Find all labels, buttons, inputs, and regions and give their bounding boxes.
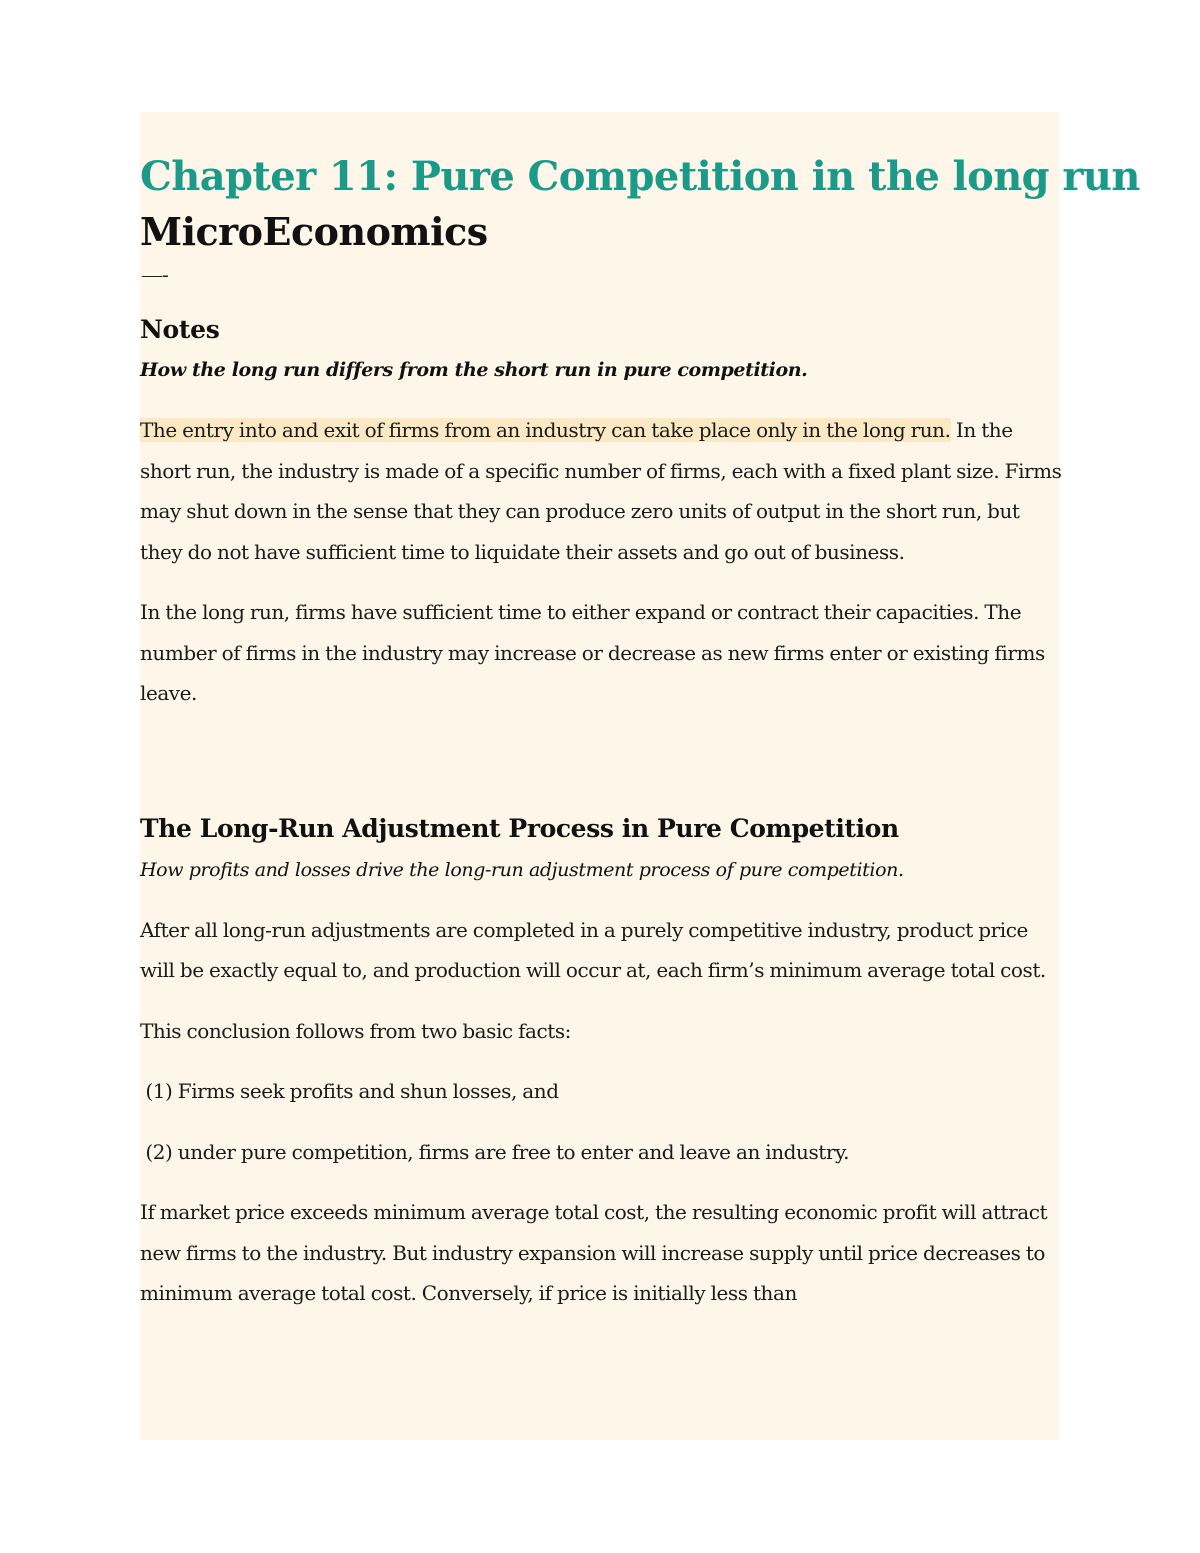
section1-paragraph-2: In the long run, firms have sufficient time to either expand or contract their capacities. The number of firms in the industry may increase or decrease as new firms enter or existing firms leave. (140, 600, 1045, 705)
section2-paragraph-1: After all long-run adjustments are completed in a purely competitive industry, product price will be exactly equal to, and production will occur at, each firm’s minimum average total cost. (140, 917, 1046, 982)
document-content (140, 112, 1140, 1314)
divider: —- (142, 264, 169, 286)
section2-subheading: How profits and losses drive the long-run adjustment process of pure competition. (140, 858, 904, 881)
list-item: (1) Firms seek profits and shun losses, and (140, 1079, 559, 1103)
highlighted-text: The entry into and exit of firms from an industry can take place only in the long run. (140, 418, 951, 442)
course-subtitle: MicroEconomics (140, 209, 488, 254)
notes-heading: Notes (140, 315, 220, 344)
section2-heading: The Long-Run Adjustment Process in Pure Competition (140, 813, 899, 843)
section1-paragraph-1 (140, 410, 1065, 572)
list-item: (2) under pure competition, firms are free to enter and leave an industry. (140, 1139, 850, 1164)
section2-paragraph-2: This conclusion follows from two basic facts: (140, 1018, 571, 1043)
chapter-title: Chapter 11: Pure Competition in the long run (140, 153, 1140, 200)
paragraph-text: In the short run, the industry is made of a specific number of firms, each with a fixed plant size. Firms may shut down in the sense that they can produce zero units of output in the short run, but they do not have sufficient time to liquidate their assets and go out of business. (140, 418, 1062, 564)
section2-paragraph-3: If market price exceeds minimum average total cost, the resulting economic profit will attract new firms to the industry. But industry expansion will increase supply until price decreases to minimum average total cost. Conversely, if price is initially less than (140, 1200, 1048, 1305)
section1-subheading: How the long run differs from the short run in pure competition. (140, 359, 808, 381)
